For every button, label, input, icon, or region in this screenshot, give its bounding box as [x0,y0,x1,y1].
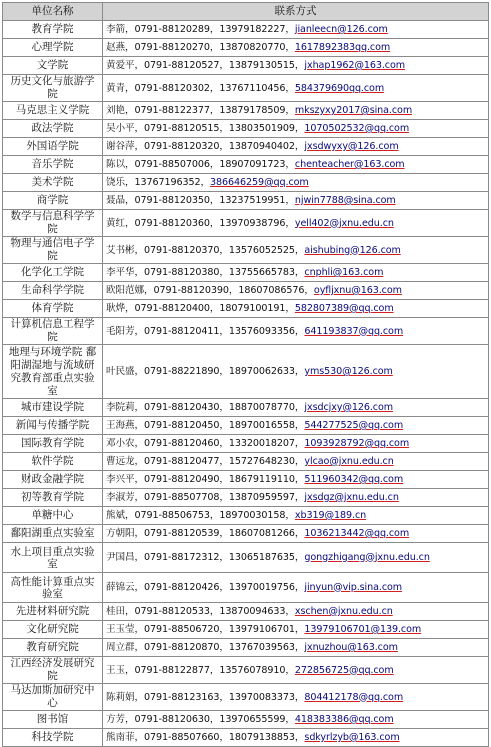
contact-text: 谢谷萍，0791-88120320，13870940402， [106,141,305,152]
contact-cell [103,345,489,399]
unit-name-cell: 地理与环境学院 鄱阳湖湿地与流域研究教育部重点实验室 [3,345,103,399]
email-link[interactable]: cnphli@163.com [304,267,384,278]
unit-name-cell: 单糖中心 [3,507,103,525]
contact-text: 王海燕，0791-88120450，18970016558， [106,420,305,431]
contact-text: 黄爱平，0791-88120527，13879130515， [106,60,305,71]
table-row [3,489,489,507]
table-row [3,39,489,57]
contact-text: 黄红，0791-88120360，13970938796， [106,217,295,229]
email-link[interactable]: 418383386@qq.com [294,714,394,725]
table-row [3,657,489,684]
email-link[interactable]: jxnuzhou@163.com [304,642,398,653]
unit-name-cell: 国际教育学院 [3,435,103,453]
table-row [3,57,489,75]
contact-text: 周立群，0791-88120870，13767039563， [106,642,305,653]
table-row [3,174,489,192]
contact-cell [103,39,489,57]
contact-text: 桂田，0791-88120533，13870094633， [106,606,295,617]
contact-cell [103,471,489,489]
contact-text: 刘艳，0791-88122377，13879178509， [106,105,295,116]
table-row [3,210,489,237]
email-link[interactable]: jxhap1962@163.com [304,60,405,71]
contact-text: 陈以，0791-88507006，18907091723， [106,159,295,170]
contact-cell [103,729,489,747]
contact-cell [103,237,489,264]
email-link[interactable]: 1093928792@qq.com [304,438,410,449]
unit-name-cell: 化学化工学院 [3,264,103,282]
contact-text: 李淑芳，0791-88507708，13870959597， [106,492,305,503]
email-link[interactable]: aishubing@126.com [304,244,401,256]
table-row [3,684,489,711]
contact-cell [103,21,489,39]
email-link[interactable]: jianleecn@126.com [294,24,388,35]
contact-cell [103,138,489,156]
email-link[interactable]: xschen@jxnu.edu.cn [294,606,393,617]
email-link[interactable]: 386646259@qq.com [210,177,309,188]
contact-text: 聂晶，0791-88120350，13237519951， [106,195,295,206]
contact-text: 方朝阳，0791-88120539，18607081266， [106,528,305,539]
unit-name-cell: 软件学院 [3,453,103,471]
unit-name-cell: 外国语学院 [3,138,103,156]
table-row [3,453,489,471]
contact-cell [103,417,489,435]
email-link[interactable]: yell402@jxnu.edu.cn [294,217,394,229]
contact-text: 李兴平，0791-88120490，18679119110， [106,474,305,485]
contact-cell [103,57,489,75]
unit-name-cell: 音乐学院 [3,156,103,174]
email-link[interactable]: ylcao@jxnu.edu.cn [304,456,394,467]
contact-cell [103,621,489,639]
contact-text: 毛阳芳，0791-88120411，13576093356， [106,325,305,337]
contact-text: 熊斌，0791-88506753，18970030158， [106,510,295,521]
table-row [3,507,489,525]
contact-text: 王玉莹，0791-88506720，13979106701， [106,624,305,635]
unit-name-cell: 城市建设学院 [3,399,103,417]
table-row [3,138,489,156]
email-link[interactable]: njwin7788@sina.com [294,195,396,206]
email-link[interactable]: jinyun@vip.sina.com [304,581,403,593]
contact-cell [103,399,489,417]
table-row [3,318,489,345]
table-row [3,156,489,174]
contact-cell [103,282,489,300]
contact-cell [103,525,489,543]
contact-table [2,2,489,747]
unit-name-cell: 物理与通信电子学院 [3,237,103,264]
email-link[interactable]: 1036213442@qq.com [304,528,410,539]
unit-name-cell: 鄱阳湖重点实验室 [3,525,103,543]
unit-name-cell: 数学与信息科学学院 [3,210,103,237]
table-row [3,282,489,300]
contact-text: 王玉，0791-88122877，13576078910， [106,664,295,676]
contact-cell [103,75,489,102]
contact-text: 方芳，0791-88120630，13970655599， [106,714,295,725]
email-link[interactable]: 582807389@qq.com [294,303,394,314]
table-row [3,237,489,264]
table-row [3,120,489,138]
contact-text: 曹远龙，0791-88120477，15727648230， [106,456,305,467]
unit-column-header: 单位名称 [3,3,103,21]
unit-name-cell: 江西经济发展研究院 [3,657,103,684]
table-row [3,543,489,573]
contact-text: 耿烨，0791-88120400，18079100191， [106,303,295,314]
unit-name-cell: 先进材料研究院 [3,603,103,621]
contact-cell [103,264,489,282]
email-link[interactable]: xb319@189.cn [294,510,367,521]
email-link[interactable]: 804412178@qq.com [304,691,404,703]
contact-text: 吴小平，0791-88120515，13803501909， [106,123,305,134]
table-row [3,471,489,489]
email-link[interactable]: sdkyrlzyb@163.com [304,732,400,743]
unit-name-cell: 美术学院 [3,174,103,192]
email-link[interactable]: oyfljxnu@163.com [313,285,402,296]
unit-name-cell: 政法学院 [3,120,103,138]
email-link[interactable]: jxsdgz@jxnu.edu.cn [304,492,399,503]
unit-name-cell: 水上项目重点实验室 [3,543,103,573]
unit-name-cell: 文化研究院 [3,621,103,639]
table-row [3,300,489,318]
contact-cell [103,453,489,471]
contact-cell [103,603,489,621]
email-link[interactable]: chenteacher@163.com [294,159,405,170]
email-link[interactable]: 1617892383qq.com [294,42,391,53]
contact-cell [103,543,489,573]
contact-cell [103,300,489,318]
table-header-row [3,3,489,21]
email-link[interactable]: 544277525@qq.com [304,420,404,431]
unit-name-cell: 文学院 [3,57,103,75]
email-link[interactable]: yms530@126.com [304,366,393,377]
email-link[interactable]: jxsdcjxy@126.com [304,402,393,413]
contact-text: 赵燕，0791-88120270，13870820770， [106,42,295,53]
unit-name-cell: 教育学院 [3,21,103,39]
contact-text: 李平华，0791-88120380，13755665783， [106,267,305,278]
unit-name-cell: 计算机信息工程学院 [3,318,103,345]
email-link[interactable]: 511960342@qq.com [304,474,404,485]
table-row [3,399,489,417]
unit-name-cell: 新闻与传播学院 [3,417,103,435]
unit-name-cell: 初等教育学院 [3,489,103,507]
table-row [3,21,489,39]
table-row [3,525,489,543]
contact-text: 李院莉，0791-88120430，18870078770， [106,402,305,413]
email-link[interactable]: 641193837@qq.com [304,325,404,337]
contact-cell [103,210,489,237]
contact-column-header: 联系方式 [103,3,489,21]
contact-text: 尹国昌，0791-88172312，13065187635， [106,551,305,563]
unit-name-cell: 心理学院 [3,39,103,57]
table-row [3,435,489,453]
contact-cell [103,435,489,453]
unit-name-cell: 历史文化与旅游学院 [3,75,103,102]
table-row [3,192,489,210]
table-row [3,417,489,435]
table-row [3,573,489,603]
table-row [3,102,489,120]
email-link[interactable]: gongzhigang@jxnu.edu.cn [304,551,430,563]
unit-name-cell: 财政金融学院 [3,471,103,489]
contact-text: 薛锦云，0791-88120426，13970019756， [106,581,305,593]
contact-text: 叶民盛，0791-88221890，18970062633， [106,366,305,377]
table-row [3,345,489,399]
table-row [3,639,489,657]
table-row [3,621,489,639]
contact-cell [103,489,489,507]
contact-cell [103,711,489,729]
contact-text: 黄青，0791-88120302，13767110456， [106,82,295,94]
contact-cell [103,573,489,603]
contact-cell [103,684,489,711]
contact-text: 欧阳范娜，0791-88120390，18607086576， [106,285,314,296]
contact-text: 邓小农，0791-88120460，13320018207， [106,438,305,449]
unit-name-cell: 高性能计算重点实验室 [3,573,103,603]
contact-text: 饶乐，13767196352， [106,177,211,188]
unit-name-cell: 商学院 [3,192,103,210]
contact-cell [103,102,489,120]
email-link[interactable]: 272856725@qq.com [294,664,394,676]
email-link[interactable]: 584379690qq.com [294,82,385,94]
table-row [3,711,489,729]
table-row [3,75,489,102]
table-row [3,264,489,282]
unit-name-cell: 教育研究院 [3,639,103,657]
contact-cell [103,507,489,525]
unit-name-cell: 图书馆 [3,711,103,729]
contact-cell [103,639,489,657]
contact-text: 李箭，0791-88120289，13979182227， [106,24,295,35]
table-row [3,603,489,621]
contact-cell [103,174,489,192]
contact-cell [103,156,489,174]
email-link[interactable]: jxsdwyxy@126.com [304,141,399,152]
email-link[interactable]: mkszyxy2017@sina.com [294,105,413,116]
unit-name-cell: 生命科学学院 [3,282,103,300]
contact-cell [103,657,489,684]
email-link[interactable]: 13979106701@139.com [304,624,422,635]
contact-cell [103,120,489,138]
unit-name-cell: 体育学院 [3,300,103,318]
unit-name-cell: 马克思主义学院 [3,102,103,120]
contact-cell [103,318,489,345]
table-row [3,729,489,747]
contact-text: 熊南菲，0791-88507660，18079138853， [106,732,305,743]
contact-text: 陈莉娟，0791-88123163，13970083373， [106,691,305,703]
contact-cell [103,192,489,210]
unit-name-cell: 科技学院 [3,729,103,747]
contact-text: 艾书彬，0791-88120370，13576052525， [106,244,305,256]
email-link[interactable]: 1070502532@qq.com [304,123,410,134]
unit-name-cell: 马达加斯加研究中心 [3,684,103,711]
